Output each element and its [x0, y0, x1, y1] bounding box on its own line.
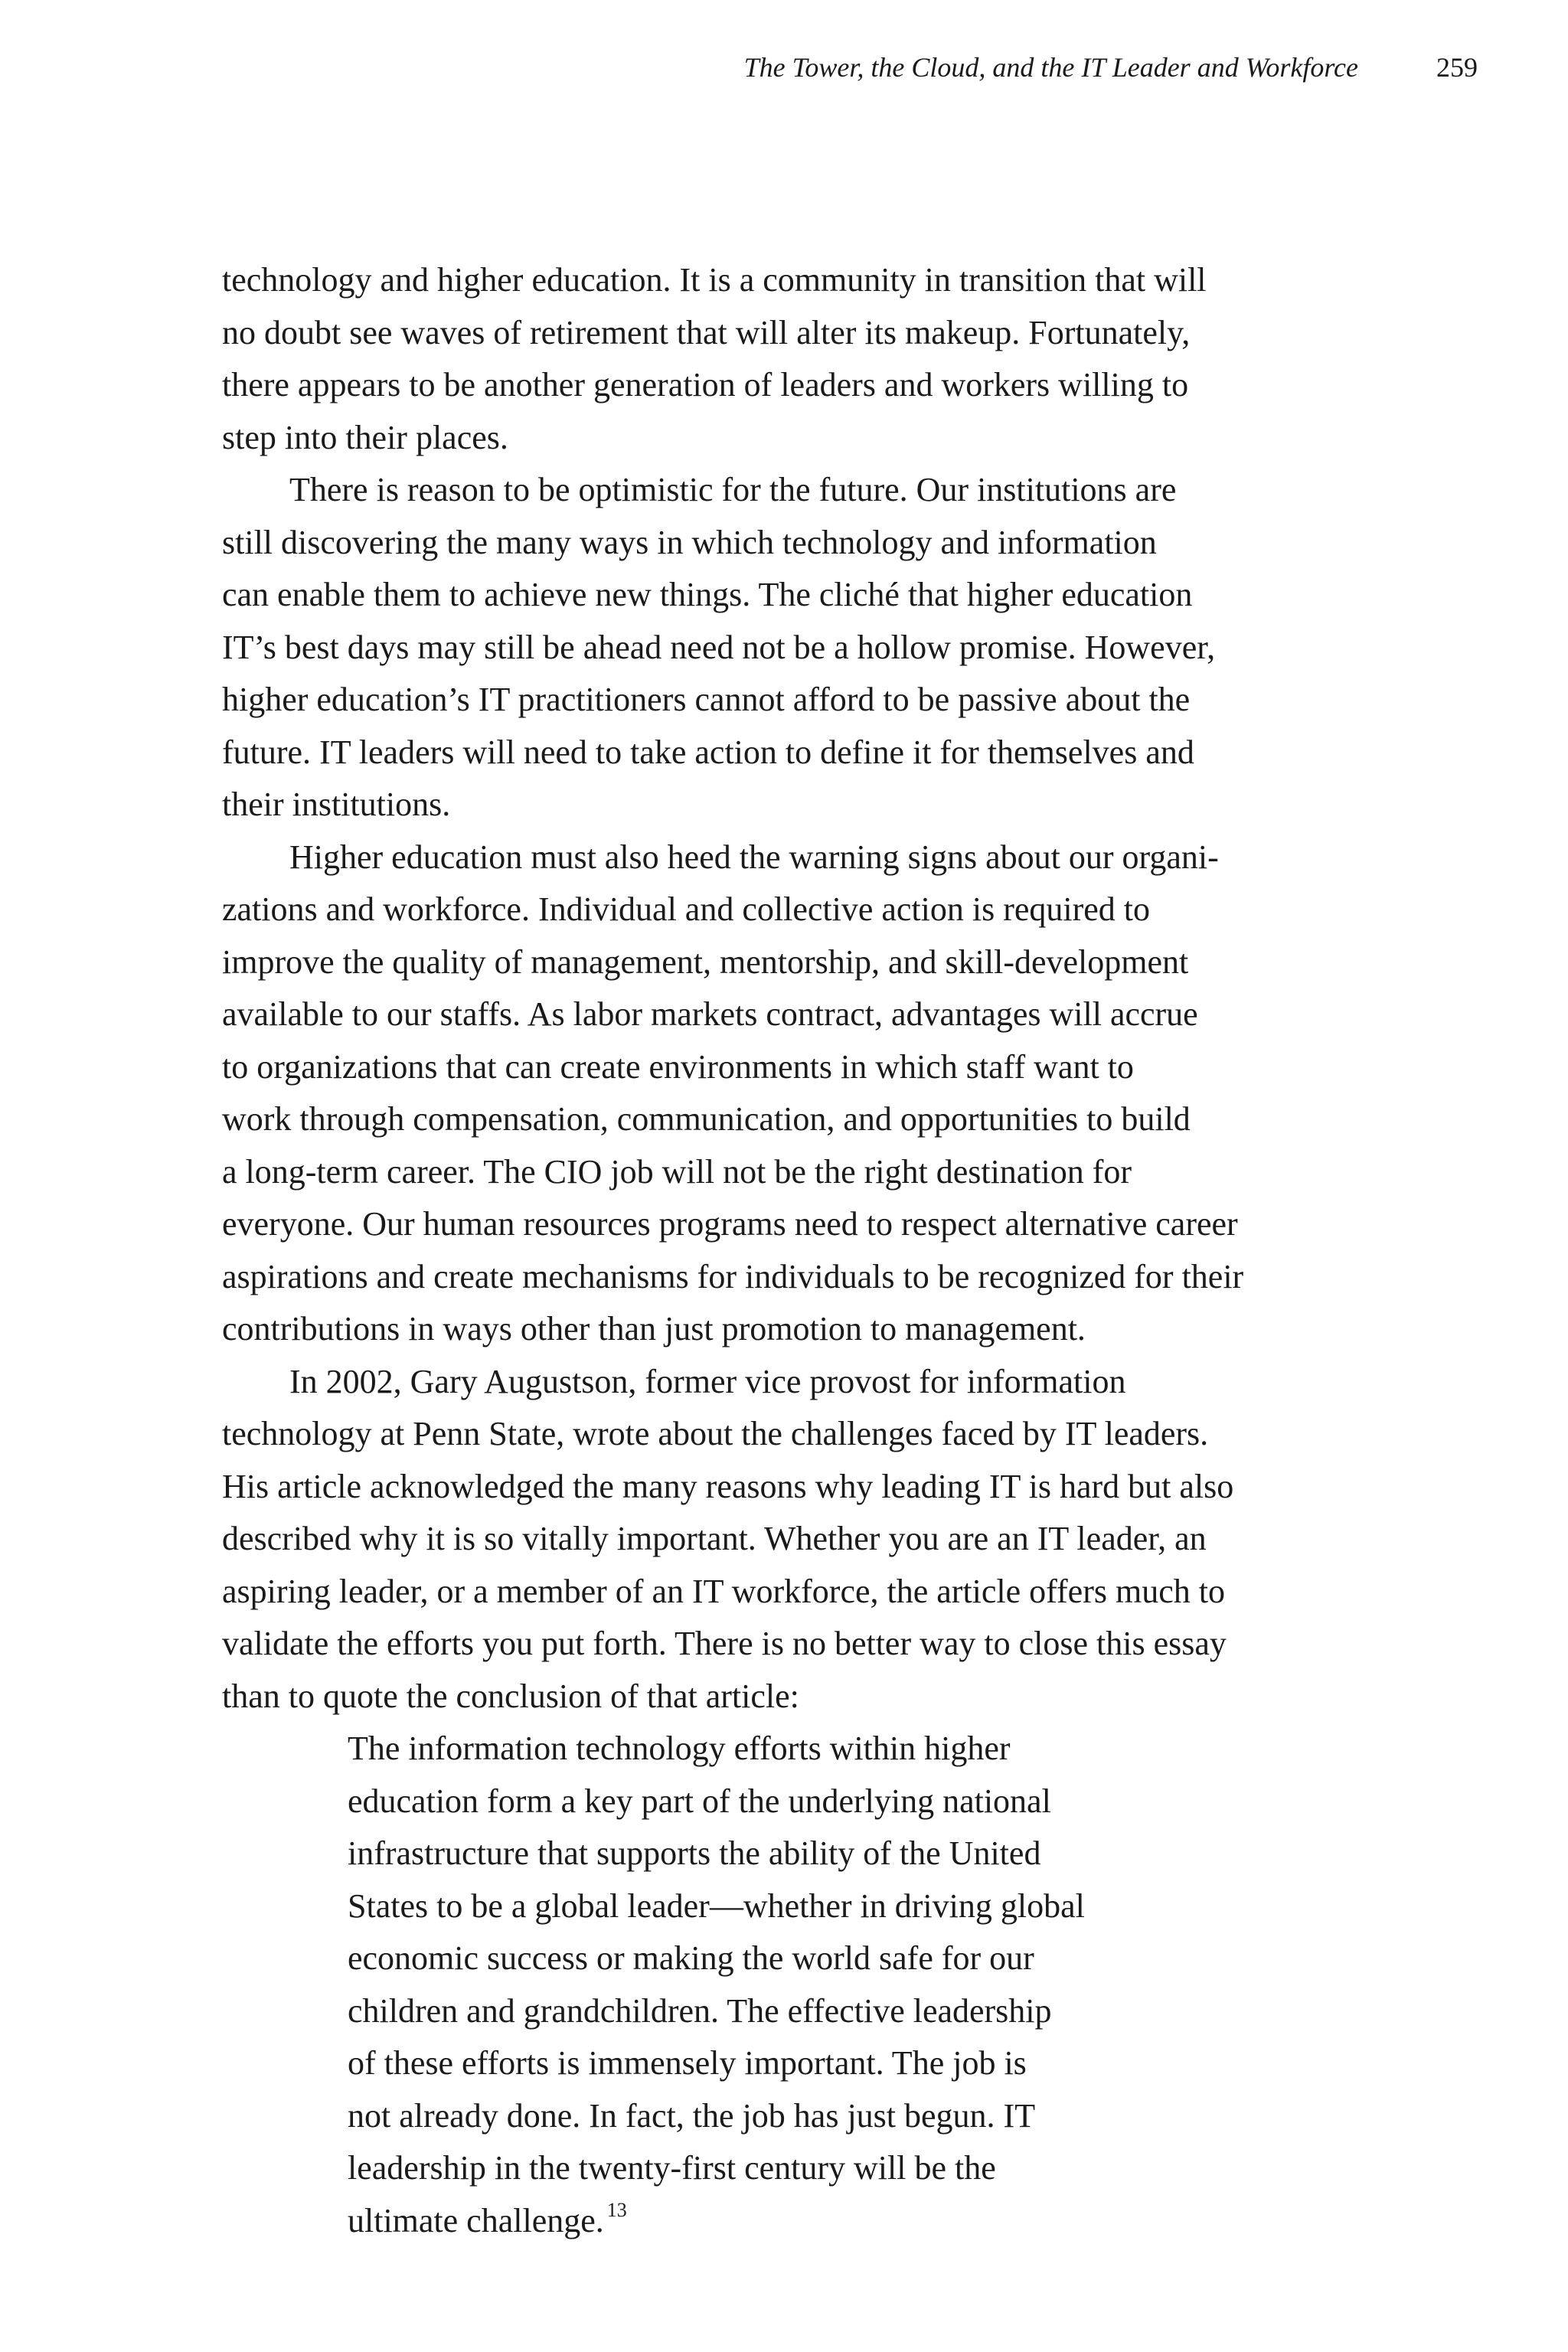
text-line: step into their places.	[222, 418, 508, 456]
text-line: no doubt see waves of retirement that will alter its makeup. Fortunately,	[222, 313, 1191, 351]
quote-line: infrastructure that supports the ability of the United	[348, 1834, 1041, 1872]
page-number: 259	[1436, 52, 1478, 83]
paragraph-4	[222, 1356, 1348, 1723]
text-line: available to our staffs. As labor markets contract, advantages will accrue	[222, 995, 1198, 1033]
paragraph-2	[222, 464, 1348, 831]
text-line: everyone. Our human resources programs need to respect alternative career	[222, 1205, 1238, 1243]
text-line: technology and higher education. It is a community in transition that will	[222, 261, 1207, 299]
quote-line: not already done. In fact, the job has just begun. IT	[348, 2096, 1036, 2135]
text-line: work through compensation, communication, and opportunities to build	[222, 1100, 1191, 1138]
text-line: still discovering the many ways in which technology and information	[222, 523, 1157, 561]
text-line: There is reason to be optimistic for the future. Our institutions are	[289, 471, 1177, 508]
text-line: His article acknowledged the many reasons why leading IT is hard but also	[222, 1467, 1234, 1505]
quote-line: education form a key part of the underlying national	[348, 1782, 1051, 1820]
text-line: than to quote the conclusion of that article:	[222, 1677, 799, 1715]
quote-line-last	[348, 2195, 1348, 2248]
text-line: Higher education must also heed the warning signs about our organi-	[289, 838, 1219, 876]
text-line: zations and workforce. Individual and collective action is required to	[222, 890, 1151, 928]
running-head	[0, 51, 1478, 84]
text-line: improve the quality of management, mentorship, and skill-development	[222, 942, 1189, 981]
text-line: validate the efforts you put forth. There is no better way to close this essay	[222, 1625, 1227, 1662]
paragraph-3	[222, 831, 1348, 1356]
text-line: to organizations that can create environments in which staff want to	[222, 1047, 1134, 1086]
text-line: a long-term career. The CIO job will not be the right destination for	[222, 1152, 1132, 1191]
quote-line: children and grandchildren. The effective leadership	[348, 1991, 1052, 2030]
text-line: contributions in ways other than just promotion to management.	[222, 1310, 1086, 1348]
text-line: their institutions.	[222, 786, 451, 823]
quote-line: economic success or making the world safe for our	[348, 1939, 1034, 1977]
quote-line: States to be a global leader—whether in driving global	[348, 1886, 1085, 1925]
text-line: future. IT leaders will need to take action to define it for themselves and	[222, 733, 1194, 771]
text-line: IT’s best days may still be ahead need not be a hollow promise. However,	[222, 628, 1216, 666]
text-line: described why it is so vitally important. Whether you are an IT leader, an	[222, 1520, 1207, 1557]
text-line: aspiring leader, or a member of an IT workforce, the article offers much to	[222, 1572, 1225, 1610]
block-quote	[348, 1723, 1348, 2247]
quote-line: of these efforts is immensely important. The job is	[348, 2044, 1027, 2082]
text-line: can enable them to achieve new things. The cliché that higher education	[222, 576, 1193, 613]
text-line: technology at Penn State, wrote about the challenges faced by IT leaders.	[222, 1415, 1209, 1452]
running-head-title: The Tower, the Cloud, and the IT Leader and Workforce	[743, 52, 1358, 83]
main-text	[222, 254, 1348, 2247]
text-line: aspirations and create mechanisms for individuals to be recognized for their	[222, 1257, 1244, 1295]
footnote-marker[interactable]: 13	[606, 2198, 627, 2221]
quote-line: leadership in the twenty-first century will be the	[348, 2149, 996, 2187]
text-line: there appears to be another generation of leaders and workers willing to	[222, 366, 1189, 403]
text-line: higher education’s IT practitioners cannot afford to be passive about the	[222, 681, 1191, 718]
quote-line: The information technology efforts within higher	[348, 1730, 1011, 1767]
paragraph-1	[222, 254, 1348, 464]
quote-line-text: ultimate challenge.	[348, 2201, 604, 2239]
text-line: In 2002, Gary Augustson, former vice provost for information	[289, 1362, 1126, 1400]
